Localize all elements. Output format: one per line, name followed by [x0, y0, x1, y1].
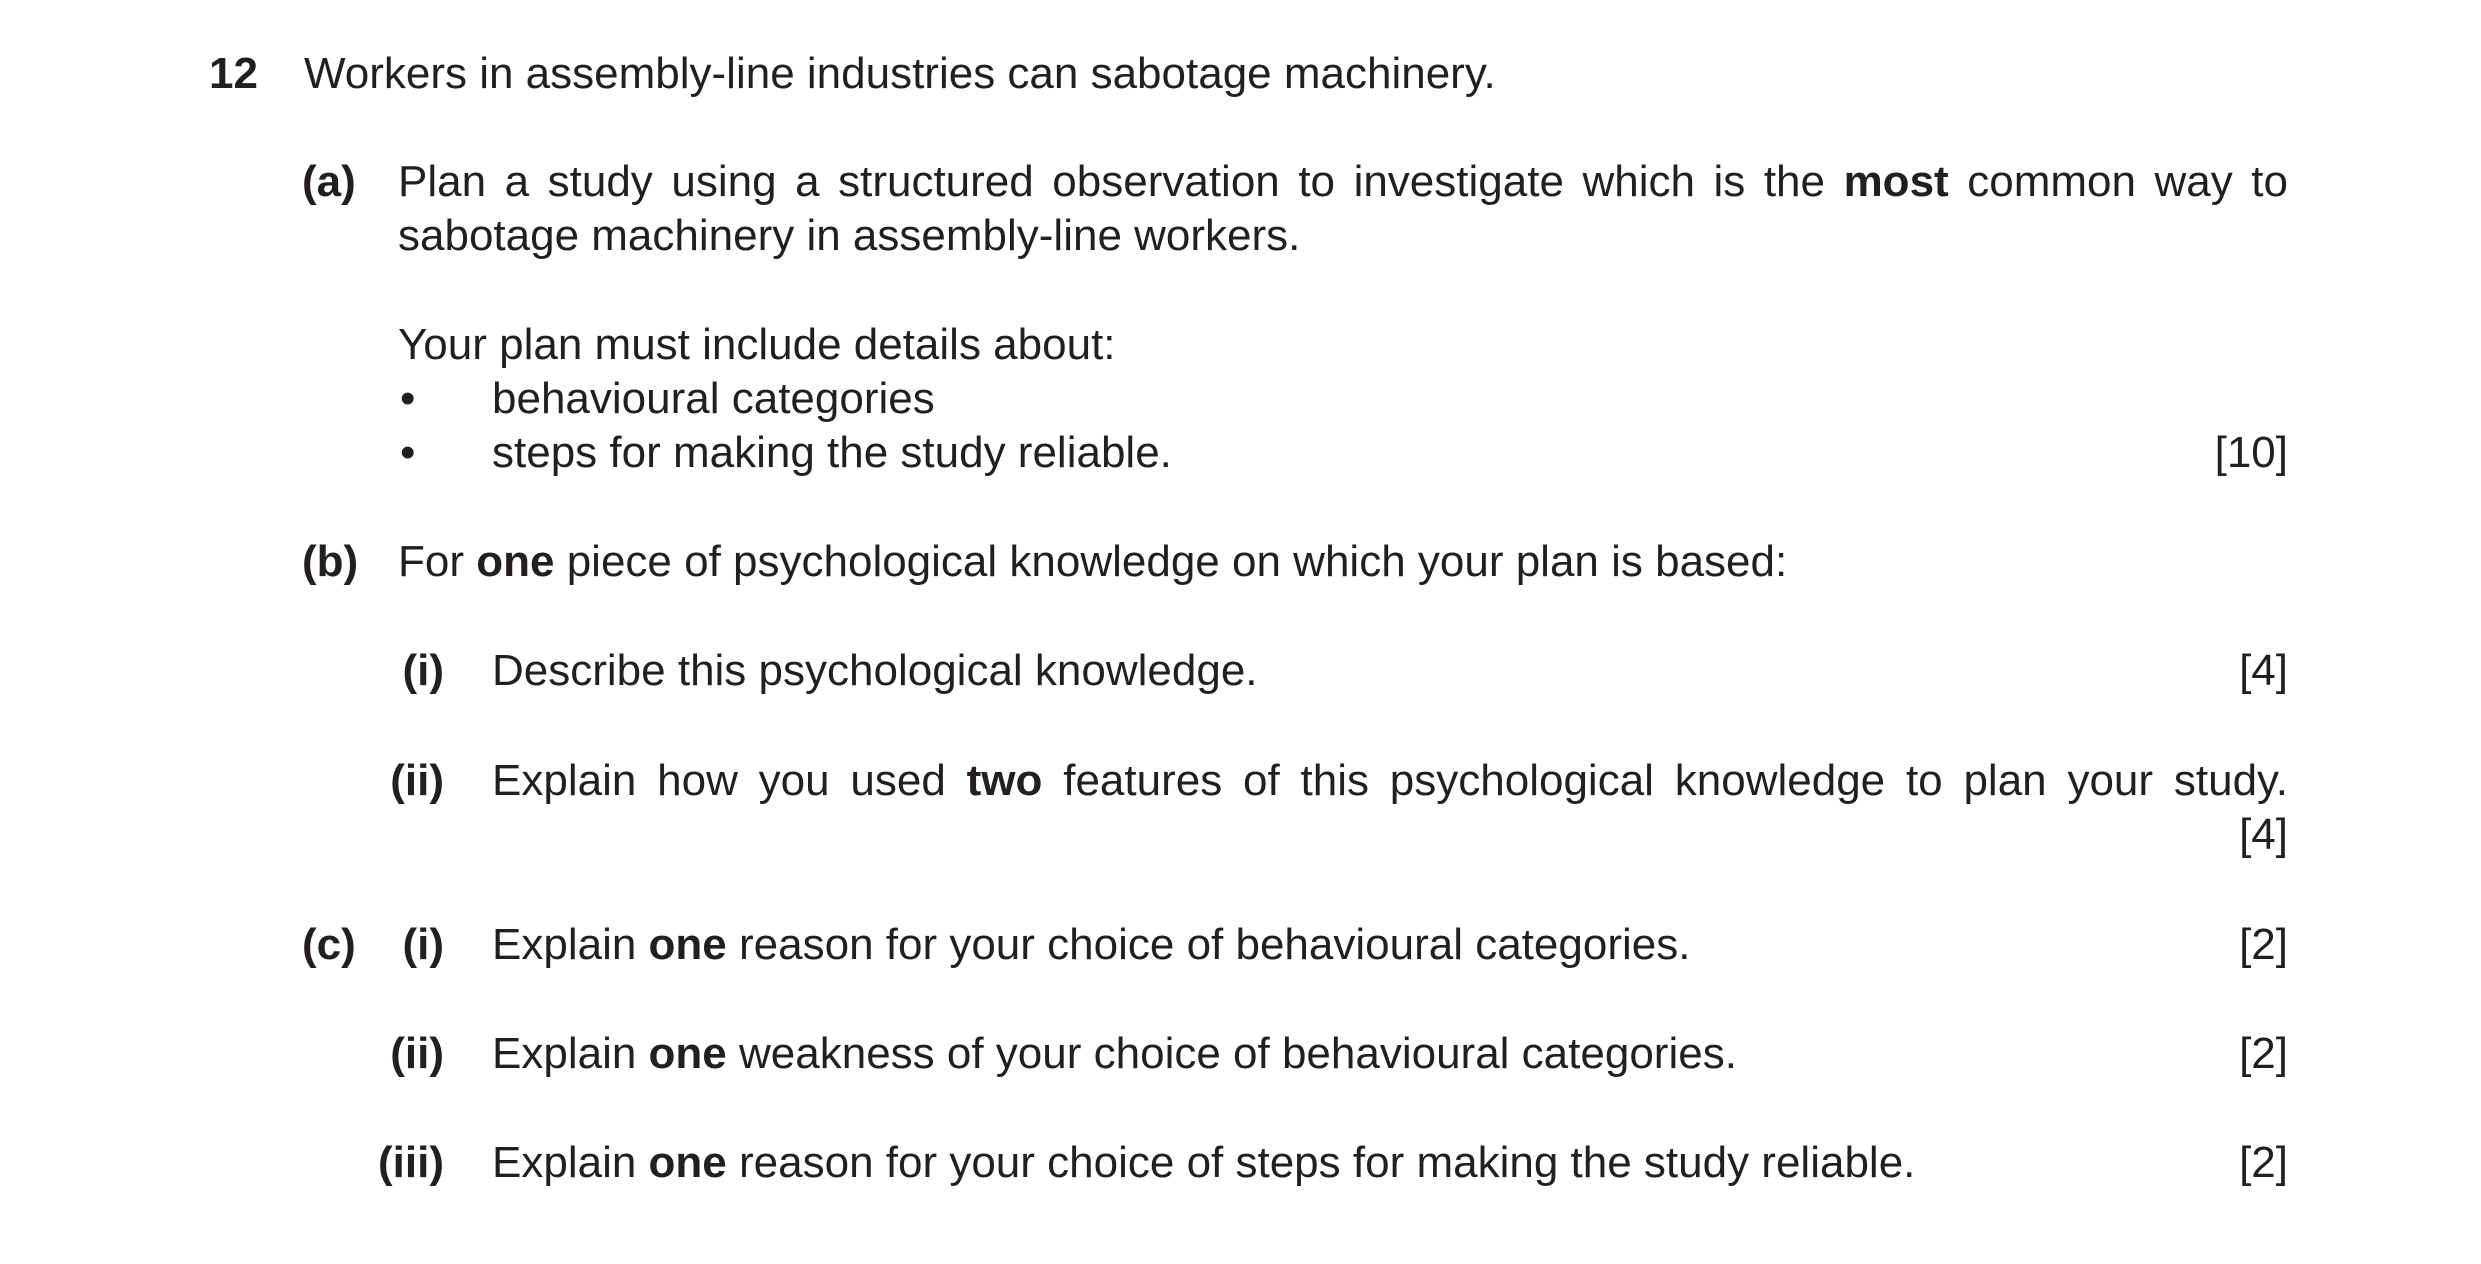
part-c-i-post: reason for your choice of behavioural categories.	[726, 920, 1691, 969]
bullet-icon: •	[400, 428, 416, 477]
part-a-marks: [10]	[2214, 428, 2288, 477]
part-b-post: piece of psychological knowledge on which your plan is based:	[554, 537, 1788, 586]
part-c-ii-marks: [2]	[2239, 1029, 2288, 1078]
part-c-ii-text	[492, 1027, 1737, 1081]
part-b-ii-label: (ii)	[390, 756, 444, 805]
part-c-iii-post: reason for your choice of steps for making the study reliable.	[726, 1138, 1916, 1187]
part-b-ii-post: features of this psychological knowledge to plan your study.	[1042, 756, 2288, 805]
part-a-bullet-1: behavioural categories	[492, 374, 935, 423]
part-c-iii-marks: [2]	[2239, 1138, 2288, 1187]
part-c-iii-label: (iii)	[378, 1138, 444, 1187]
question-stem: Workers in assembly-line industries can sabotage machinery.	[304, 49, 1496, 98]
part-b-stem	[398, 535, 1787, 589]
part-b-ii-marks: [4]	[2239, 810, 2288, 859]
part-b-i-marks: [4]	[2239, 646, 2288, 695]
part-b-pre: For	[398, 537, 477, 586]
part-c-ii-pre: Explain	[492, 1029, 649, 1078]
part-c-label: (c)	[302, 920, 356, 969]
part-b-i-text: Describe this psychological knowledge.	[492, 646, 1258, 695]
part-c-i-bold: one	[648, 920, 727, 969]
part-c-i-label: (i)	[402, 920, 444, 969]
part-a-line1-post: common way to	[1948, 157, 2288, 206]
part-b-ii-bold: two	[966, 756, 1043, 805]
part-c-ii-bold: one	[648, 1029, 727, 1078]
part-b-ii-text	[492, 754, 2288, 808]
part-c-iii-text	[492, 1136, 1915, 1190]
part-a-label: (a)	[302, 157, 356, 206]
part-c-iii-pre: Explain	[492, 1138, 649, 1187]
part-c-ii-post: weakness of your choice of behavioural categories.	[726, 1029, 1737, 1078]
part-c-i-pre: Explain	[492, 920, 649, 969]
part-a-line1-pre: Plan a study using a structured observation to investigate which is the	[398, 157, 1844, 206]
part-a-bullet-2: steps for making the study reliable.	[492, 428, 1172, 477]
bullet-icon: •	[400, 374, 416, 423]
part-a-line1-bold: most	[1843, 157, 1949, 206]
part-b-ii-pre: Explain how you used	[492, 756, 967, 805]
part-b-label: (b)	[302, 537, 359, 586]
part-a-line1	[398, 155, 2288, 209]
part-c-ii-label: (ii)	[390, 1029, 444, 1078]
part-a-line2: sabotage machinery in assembly-line workers.	[398, 211, 1301, 260]
part-c-i-marks: [2]	[2239, 920, 2288, 969]
part-b-bold: one	[476, 537, 555, 586]
part-b-i-label: (i)	[402, 646, 444, 695]
part-a-intro: Your plan must include details about:	[398, 320, 1116, 369]
part-c-iii-bold: one	[648, 1138, 727, 1187]
part-c-i-text	[492, 918, 1690, 972]
question-number: 12	[209, 49, 258, 98]
